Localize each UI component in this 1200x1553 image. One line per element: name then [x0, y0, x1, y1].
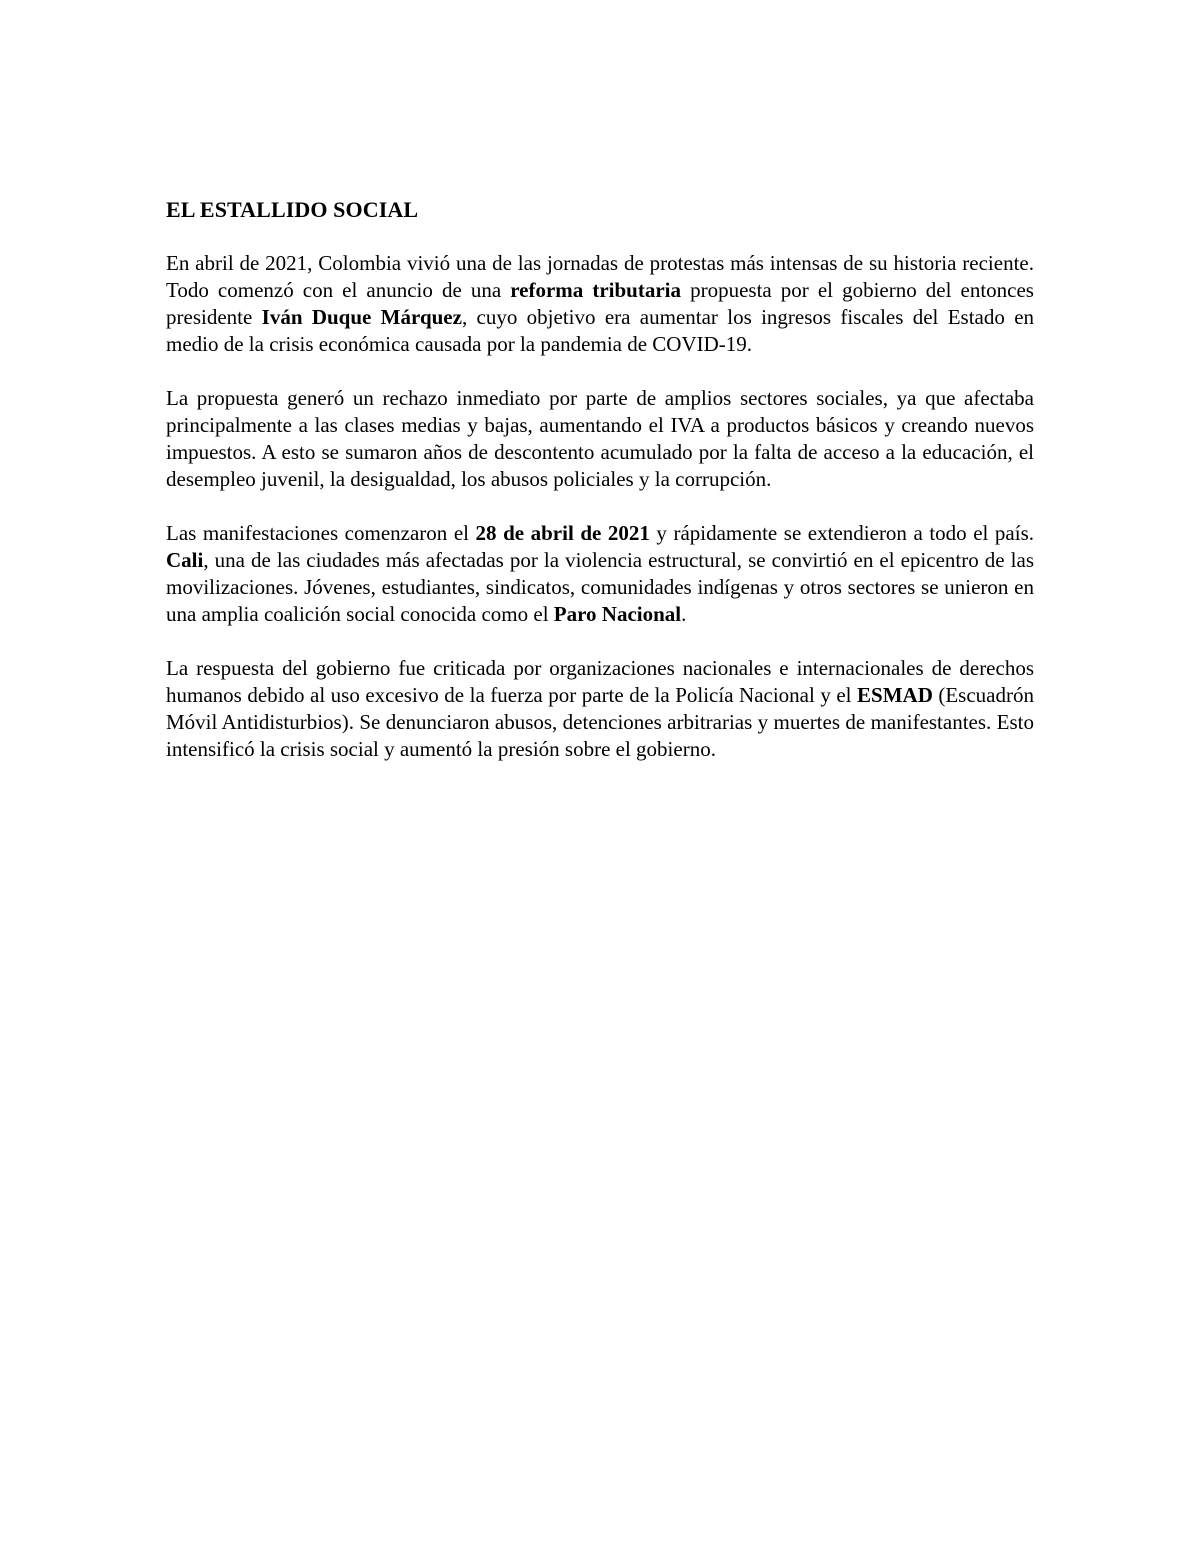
text-run: .: [681, 602, 687, 626]
text-run: Las manifestaciones comenzaron el: [166, 521, 476, 545]
text-run: propuesta por el gobierno del entonces presidente: [166, 278, 1034, 329]
bold-term-ivan-duque: Iván Duque Márquez: [261, 305, 462, 329]
text-run: (Escuadrón Móvil Antidisturbios). Se denunciaron abusos, detenciones arbitrarias y muertes de manifestantes. Esto intensificó la crisis social y aumentó la presión sobre el gobierno.: [166, 683, 1034, 761]
bold-term-date: 28 de abril de 2021: [475, 521, 650, 545]
paragraph-3: [166, 520, 1034, 628]
bold-term-paro-nacional: Paro Nacional: [553, 602, 682, 626]
bold-term-cali: Cali: [166, 548, 204, 572]
document-title: EL ESTALLIDO SOCIAL: [166, 197, 419, 222]
text-run: En abril de 2021, Colombia vivió una de las jornadas de protestas más intensas de su historia reciente. Todo comenzó con el anuncio de una: [166, 251, 1034, 302]
bold-term-reforma-tributaria: reforma tributaria: [510, 278, 682, 302]
document-page: [166, 196, 1034, 790]
paragraph-2: [166, 385, 1034, 493]
text-run: La propuesta generó un rechazo inmediato por parte de amplios sectores sociales, ya que afectaba principalmente a las clases medias y bajas, aumentando el IVA a productos básicos y creando nuevos impuestos. A esto se sumaron años de descontento acumulado por la falta de acceso a la educación, el desempleo juvenil, la desigualdad, los abusos policiales y la corrupción.: [166, 386, 1034, 491]
paragraph-4: [166, 655, 1034, 763]
text-run: , una de las ciudades más afectadas por la violencia estructural, se convirtió en el epicentro de las movilizaciones. Jóvenes, estudiantes, sindicatos, comunidades indígenas y otros sectores se unieron en una amplia coalición social conocida como el: [166, 548, 1034, 626]
text-run: La respuesta del gobierno fue criticada por organizaciones nacionales e internacionales de derechos humanos debido al uso excesivo de la fuerza por parte de la Policía Nacional y el: [166, 656, 1034, 707]
bold-term-esmad: ESMAD: [857, 683, 933, 707]
text-run: , cuyo objetivo era aumentar los ingresos fiscales del Estado en medio de la crisis económica causada por la pandemia de COVID-19.: [166, 305, 1035, 356]
text-run: y rápidamente se extendieron a todo el país.: [649, 521, 1034, 545]
paragraph-1: [166, 250, 1034, 358]
